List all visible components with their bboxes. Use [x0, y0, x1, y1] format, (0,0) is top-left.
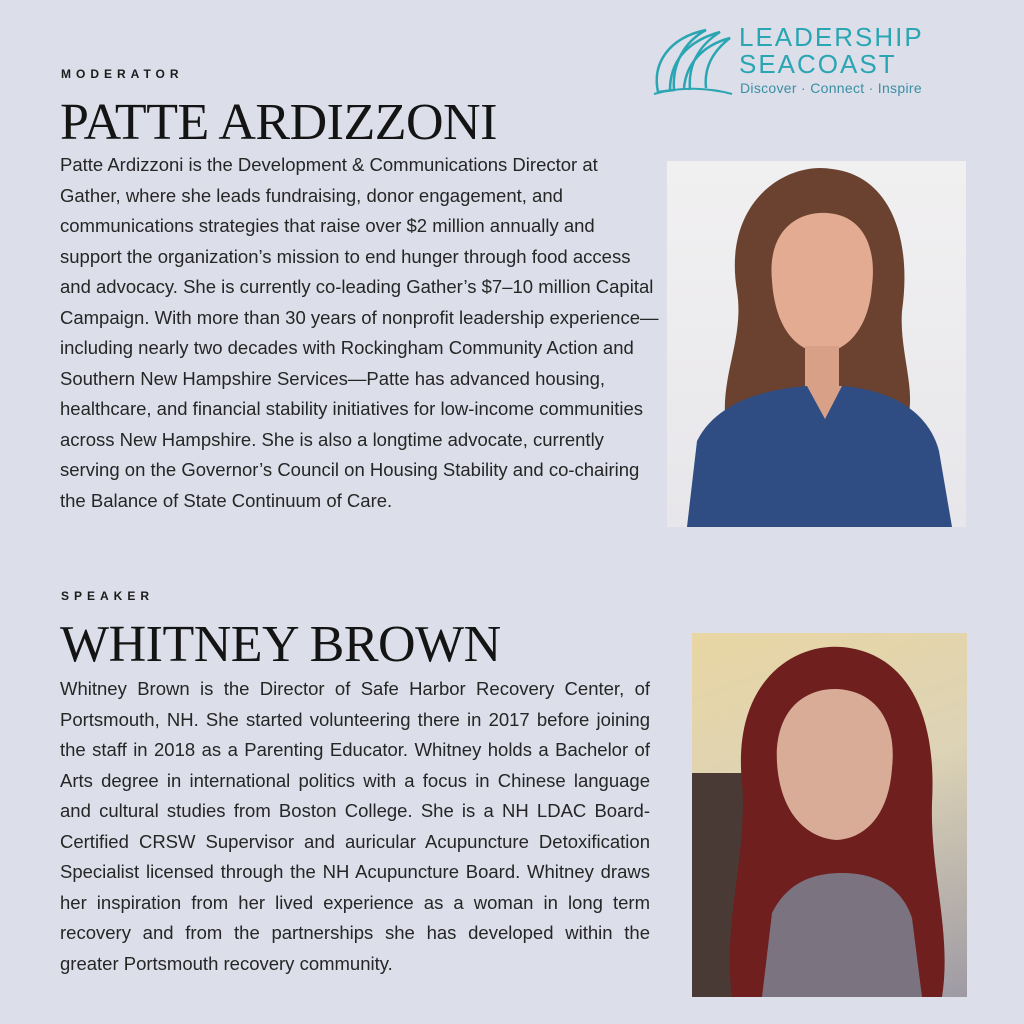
speaker-label: SPEAKER: [61, 589, 155, 603]
moderator-bio: Patte Ardizzoni is the Development & Communications Director at Gather, where she leads fundraising, donor engagement, and communications strategies that raise over $2 million annually and support the organization’s mission to end hunger through food access and advocacy. She is currently co-leading Gather’s $7–10 million Capital Campaign. With more than 30 years of nonprofit leadership experience—including nearly two decades with Rockingham Community Action and Southern New Hampshire Services—Patte has advanced housing, healthcare, and financial stability initiatives for low-income communities across New Hampshire. She is also a longtime advocate, currently serving on the Governor’s Council on Housing Stability and co-chairing the Balance of State Continuum of Care.: [60, 154, 659, 511]
speaker-bio: Whitney Brown is the Director of Safe Harbor Recovery Center, of Portsmouth, NH. She started volunteering there in 2017 before joining the staff in 2018 as a Parenting Educator. Whitney holds a Bachelor of Arts degree in international politics with a focus in Chinese language and cultural studies from Boston College. She is a NH LDAC Board-Certified CRSW Supervisor and auricular Acupuncture Detoxification Specialist licensed through the NH Acupuncture Board. Whitney draws her inspiration from her lived experience as a woman in long term recovery and from the partnerships she has developed within the greater Portsmouth recovery community.: [60, 678, 650, 974]
speaker-photo: [692, 633, 967, 997]
moderator-label: MODERATOR: [61, 67, 184, 81]
logo-text-seacoast: SEACOAST: [739, 49, 897, 79]
leadership-seacoast-logo: [650, 22, 924, 102]
logo-text-leadership: LEADERSHIP: [739, 22, 924, 52]
wave-sail-icon: [650, 24, 734, 96]
moderator-photo: [667, 161, 966, 527]
speaker-name: WHITNEY BROWN: [60, 616, 501, 673]
logo-tagline: Discover · Connect · Inspire: [740, 80, 922, 96]
moderator-name: PATTE ARDIZZONI: [60, 94, 497, 151]
